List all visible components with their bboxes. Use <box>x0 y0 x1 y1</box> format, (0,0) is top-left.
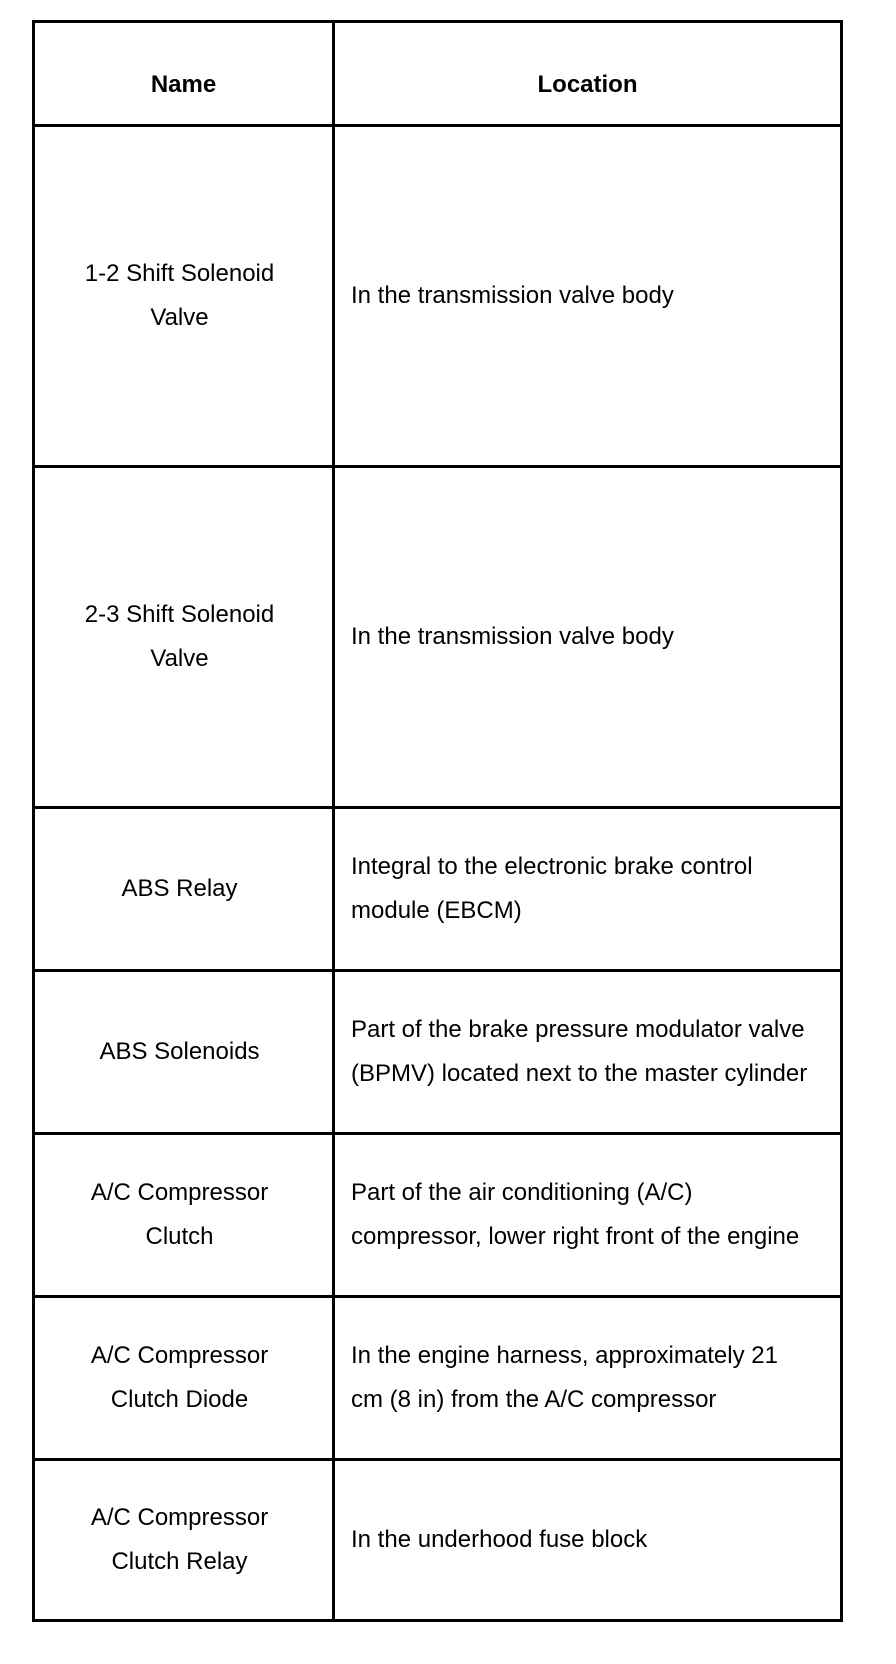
component-name-cell: A/C Compressor Clutch <box>34 1134 334 1297</box>
table-row <box>34 1460 842 1621</box>
table-row <box>34 1297 842 1460</box>
component-name-cell: 2-3 Shift Solenoid Valve <box>34 467 334 808</box>
table-row <box>34 467 842 808</box>
component-location-table-container <box>32 20 840 1622</box>
component-name-cell: ABS Solenoids <box>34 971 334 1134</box>
component-location-cell: In the transmission valve body <box>334 467 842 808</box>
location-column-header: Location <box>334 22 842 126</box>
table-header-row <box>34 22 842 126</box>
table-row <box>34 808 842 971</box>
component-location-cell: Part of the brake pressure modulator valve (BPMV) located next to the master cylinder <box>334 971 842 1134</box>
component-location-cell: In the engine harness, approximately 21 cm (8 in) from the A/C compressor <box>334 1297 842 1460</box>
component-location-cell: Part of the air conditioning (A/C) compressor, lower right front of the engine <box>334 1134 842 1297</box>
table-row <box>34 971 842 1134</box>
component-location-cell: Integral to the electronic brake control module (EBCM) <box>334 808 842 971</box>
component-location-cell: In the underhood fuse block <box>334 1460 842 1621</box>
component-name-cell: A/C Compressor Clutch Relay <box>34 1460 334 1621</box>
table-row <box>34 1134 842 1297</box>
name-column-header: Name <box>34 22 334 126</box>
component-name-cell: A/C Compressor Clutch Diode <box>34 1297 334 1460</box>
component-location-table <box>32 20 843 1622</box>
table-row <box>34 126 842 467</box>
component-location-cell: In the transmission valve body <box>334 126 842 467</box>
component-name-cell: 1-2 Shift Solenoid Valve <box>34 126 334 467</box>
component-name-cell: ABS Relay <box>34 808 334 971</box>
